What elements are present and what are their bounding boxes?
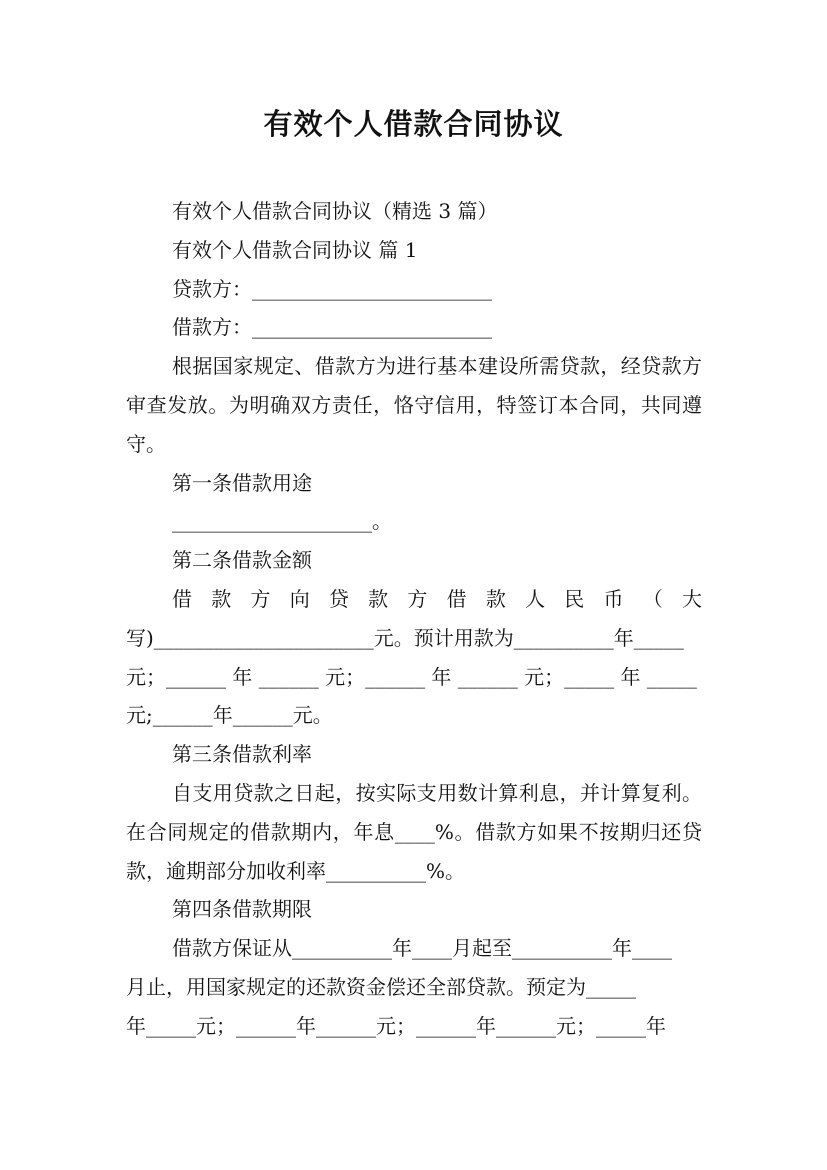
article-2-heading: 第二条借款金额 [172,548,312,573]
article-1-heading: 第一条借款用途 [172,470,312,495]
article-2-line-2: 写)______________________元。预计用款为__________年_____ [126,625,684,650]
document-title: 有效个人借款合同协议 [263,107,564,141]
lender-line: 贷款方：________________________ [172,276,492,301]
article-4-line-1: 借款方保证从__________年____月起至__________年____ [172,936,672,961]
article-4-line-3: 年_____元；______年______元；______年______元；_____年 [126,1013,666,1038]
subtitle-line: 有效个人借款合同协议（精选 3 篇） [172,199,498,223]
article-1-blank: ____________________。 [172,509,392,534]
article-3-heading: 第三条借款利率 [172,742,312,767]
article-2-line-1: 借 款 方 向 贷 款 方 借 款 人 民 币 （ 大 [172,586,702,611]
section-title: 有效个人借款合同协议 篇 1 [172,237,418,262]
intro-paragraph: 根据国家规定、借款方为进行基本建设所需贷款，经贷款方审查发放。为明确双方责任，恪守信用，特签订本合同，共同遵守。 [126,354,702,456]
document-body [126,192,702,1046]
article-4-line-2: 月止，用国家规定的还款资金偿还全部贷款。预定为_____ [126,974,636,999]
article-2-line-3: 元；______ 年 ______ 元；______ 年 ______ 元；_____ 年 _____ [126,664,697,689]
article-2-line-4: 元;______年______元。 [126,703,333,728]
borrower-line: 借款方：________________________ [172,315,492,340]
article-3-paragraph: 自支用贷款之日起，按实际支用数计算利息，并计算复利。在合同规定的借款期内，年息____%。借款方如果不按期归还贷款，逾期部分加收利率__________%。 [126,780,702,883]
article-4-heading: 第四条借款期限 [172,897,312,922]
